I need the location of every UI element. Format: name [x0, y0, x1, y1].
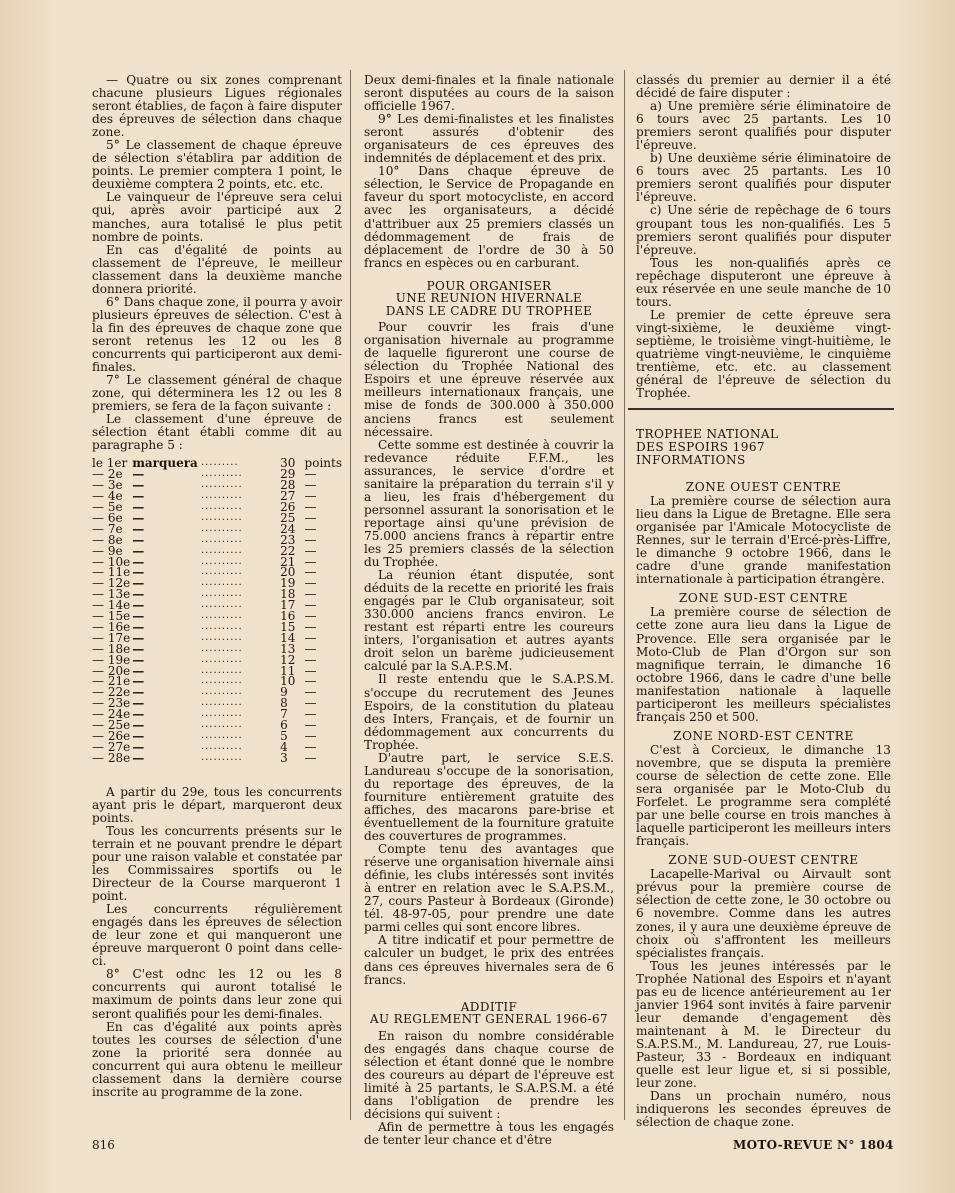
- points-cell: 3: [280, 750, 288, 765]
- paragraph: La réunion étant disputée, sont déduits de la recette en priorité les frais engagés par le Club organisateur, soit 330.000 anciens francs environ. Le restant est réparti entre les coureurs inters, l'organisation et autres ayants droit selon un barème judicieusement calculé par la S.A.P.S.M.: [364, 568, 614, 674]
- ditto-cell: —: [304, 707, 317, 722]
- rank-cell: — 10e: [92, 554, 131, 569]
- dots-cell: ..........: [200, 664, 243, 676]
- paragraph: 10° Dans chaque épreuve de sélection, le Service de Propagande en faveur du sport motocycliste, en accord avec les organisateurs, a décidé d'attribuer aux 25 premiers classés un dédommagement de frais de déplacement de l'ordre de 30 à 50 francs en espèces ou en carburant.: [364, 164, 614, 270]
- rank-cell: le 1er: [92, 456, 128, 471]
- paragraph: C'est à Corcieux, le dimanche 13 novembre, que se disputa la première course de sélection de cette zone. Elle sera organisée par le Moto-Club du Forfelet. Le programme sera complété par une belle course en trois manches à laquelle participeront les meilleurs inters français.: [636, 742, 891, 849]
- rank-cell: — 13e: [92, 587, 131, 602]
- paragraph: c) Une série de repêchage de 6 tours groupant tous les non-qualifiés. Les 5 premiers seront qualifiés pour disputer l'épreuve.: [636, 203, 891, 257]
- ditto-cell: —: [132, 598, 145, 613]
- zone-title: ZONE SUD-EST CENTRE: [678, 591, 849, 606]
- column-1: [92, 74, 342, 1099]
- rank-cell: — 15e: [92, 609, 131, 624]
- rank-cell: — 3e: [92, 478, 123, 493]
- column-2-text-middle: [364, 321, 614, 986]
- section-title-line: DANS LE CADRE DU TROPHEE: [385, 303, 593, 318]
- ditto-cell: —: [132, 510, 145, 525]
- column-1-text-bottom: [92, 786, 342, 1099]
- dots-cell: ..........: [200, 555, 243, 567]
- ditto-cell: —: [304, 663, 317, 678]
- rank-cell: — 5e: [92, 499, 123, 514]
- rank-cell: — 19e: [92, 652, 131, 667]
- label-cell: marquera: [132, 456, 198, 471]
- points-cell: 19: [280, 576, 296, 591]
- zones-list: [636, 481, 891, 1129]
- unit-cell: points: [304, 456, 342, 471]
- ditto-cell: —: [132, 707, 145, 722]
- ditto-cell: —: [132, 674, 145, 689]
- dots-cell: ..........: [200, 468, 243, 480]
- paragraph: D'autre part, le service S.E.S. Landureau s'occupe de la sonorisation, du reportage des épreuves, de la fourniture entièrement gratuite des affiches, des macarons pare-brise et éventuellement de la fourniture gratuite des couvertures de programmes.: [364, 750, 614, 844]
- ditto-cell: —: [304, 739, 317, 754]
- dots-cell: ..........: [200, 642, 243, 654]
- points-cell: 16: [280, 609, 296, 624]
- ditto-cell: —: [304, 499, 317, 514]
- rank-cell: — 20e: [92, 663, 131, 678]
- column-3-text-top: [636, 74, 891, 400]
- paragraph: Dans un prochain numéro, nous indiquerons les secondes épreuves de sélection de chaque zone.: [636, 1089, 891, 1130]
- ditto-cell: —: [132, 652, 145, 667]
- paragraph: Tous les concurrents présents sur le terrain et ne pouvant prendre le départ pour une raison valable et constatée par les Commissaires sportifs ou le Directeur de la Course marqueront 1 point.: [92, 823, 342, 904]
- paragraph: A partir du 29e, tous les concurrents ayant pris le départ, marqueront deux points.: [92, 784, 342, 825]
- points-cell: 13: [280, 641, 296, 656]
- points-cell: 29: [280, 467, 296, 482]
- rank-cell: — 16e: [92, 619, 131, 634]
- paragraph: Le vainqueur de l'épreuve sera celui qui, après avoir participé aux 2 manches, aura totalisé le plus petit nombre de points.: [92, 190, 342, 244]
- section-title-line: POUR ORGANISER: [426, 278, 552, 293]
- paragraph: Le premier de cette épreuve sera vingt-sixième, le deuxième vingt-septième, le troisième vingt-huitième, le quatrième vingt-neuvième, le cinquième trentième, etc. etc. au classement général de l'épreuve de sélection du Trophée.: [636, 307, 891, 401]
- ditto-cell: —: [304, 554, 317, 569]
- ditto-cell: —: [304, 609, 317, 624]
- points-cell: 10: [280, 674, 296, 689]
- paragraph: En raison du nombre considérable des engagés dans chaque course de sélection et étant donné que le nombre des coureurs au départ de l'épreuve est limité à 25 partants, le S.A.P.S.M. a été dans l'obligation de prendre les décisions qui suivent :: [364, 1028, 614, 1121]
- rank-cell: — 23e: [92, 696, 131, 711]
- paragraph: Tous les jeunes intéressés par le Trophée National des Espoirs et n'ayant pas eu de licence antérieurement au 1er janvier 1964 sont invités à faire parvenir leur demande d'engagement dès maintenant à M. le Directeur du S.A.P.S.M., M. Landureau, 27, rue Louis-Pasteur, 33 - Bordeaux en indiquant quelle est leur ligue et, si si possible, leur zone.: [636, 958, 891, 1091]
- rank-cell: — 11e: [92, 565, 131, 580]
- ditto-cell: —: [304, 674, 317, 689]
- dots-cell: ..........: [200, 740, 243, 752]
- points-cell: 11: [280, 663, 296, 678]
- informations-title: [636, 428, 891, 467]
- rank-cell: — 12e: [92, 576, 131, 591]
- points-cell: 7: [280, 707, 288, 722]
- ditto-cell: —: [132, 565, 145, 580]
- section-title-line: UNE REUNION HIVERNALE: [395, 291, 583, 306]
- ditto-cell: —: [132, 641, 145, 656]
- ditto-cell: —: [132, 685, 145, 700]
- ditto-cell: —: [132, 663, 145, 678]
- zone-title: ZONE NORD-EST CENTRE: [673, 728, 854, 743]
- points-cell: 18: [280, 587, 296, 602]
- dots-cell: ..........: [200, 490, 243, 502]
- ditto-cell: —: [132, 718, 145, 733]
- ditto-cell: —: [304, 619, 317, 634]
- dots-cell: ..........: [200, 522, 243, 534]
- section-title-line: AU REGLEMENT GENERAL 1966-67: [369, 1012, 609, 1027]
- points-cell: 21: [280, 554, 296, 569]
- ditto-cell: —: [304, 652, 317, 667]
- paragraph: classés du premier au dernier il a été décidé de faire disputer :: [636, 73, 891, 101]
- paragraph: 5° Le classement de chaque épreuve de sélection s'établira par addition de points. Le premier comptera 1 point, le deuxième comptera 2 points, etc. etc.: [92, 138, 342, 192]
- paragraph: Deux demi-finales et la finale nationale seront disputées au cours de la saison officielle 1967.: [364, 73, 614, 114]
- informations-title-line: DES ESPOIRS 1967: [636, 440, 766, 454]
- ditto-cell: —: [304, 696, 317, 711]
- dots-cell: ..........: [200, 511, 243, 523]
- paragraph: Pour couvrir les frais d'une organisation hivernale au programme de laquelle figureront une course de sélection du Trophée National des Espoirs et une épreuve réservée aux meilleurs internationaux français, une mise de fonds de 300.000 à 350.000 anciens francs est seulement nécessaire.: [364, 320, 614, 439]
- rank-cell: — 25e: [92, 718, 131, 733]
- paragraph: Afin de permettre à tous les engagés de tenter leur chance et d'être: [364, 1119, 614, 1147]
- ditto-cell: —: [132, 489, 145, 504]
- paragraph: b) Une deuxième série éliminatoire de 6 tours avec 25 partants. Les 10 premiers seront qualifiés pour disputer l'épreuve.: [636, 151, 891, 205]
- dots-cell: ..........: [200, 500, 243, 512]
- points-cell: 14: [280, 630, 296, 645]
- dots-cell: ..........: [200, 653, 243, 665]
- page-number: 816: [92, 1138, 115, 1152]
- points-cell: 6: [280, 718, 288, 733]
- section-title-reunion-hivernale: [364, 280, 614, 318]
- dots-cell: ..........: [200, 730, 243, 742]
- section-divider-rule: [628, 408, 894, 410]
- ditto-cell: —: [132, 467, 145, 482]
- magazine-issue: MOTO-REVUE N° 1804: [733, 1138, 894, 1152]
- paragraph: Le classement d'une épreuve de sélection étant établi comme dit au paragraphe 5 :: [92, 412, 342, 453]
- rank-cell: — 28e: [92, 750, 131, 765]
- paragraph: 8° C'est odnc les 12 ou les 8 concurrents qui auront totalisé le maximum de points dans leur zone qui seront qualifiés pour les demi-finales.: [92, 967, 342, 1021]
- rank-cell: — 7e: [92, 521, 123, 536]
- paragraph: En cas d'égalité de points au classement de l'épreuve, le meilleur classement dans la deuxième manche donnera priorité.: [92, 242, 342, 296]
- ditto-cell: —: [132, 750, 145, 765]
- rank-cell: — 14e: [92, 598, 131, 613]
- points-cell: 17: [280, 598, 296, 613]
- ditto-cell: —: [132, 576, 145, 591]
- points-cell: 27: [280, 489, 296, 504]
- points-cell: 24: [280, 521, 296, 536]
- column-1-text-top: [92, 74, 342, 452]
- paragraph: Les concurrents régulièrement engagés dans les épreuves de sélection de leur zone et qui manqueront une épreuve marqueront 0 point dans celle-ci.: [92, 902, 342, 969]
- rank-cell: — 2e: [92, 467, 123, 482]
- ditto-cell: —: [132, 619, 145, 634]
- ditto-cell: —: [132, 587, 145, 602]
- column-2-text-top: [364, 74, 614, 270]
- rank-cell: — 6e: [92, 510, 123, 525]
- ditto-cell: —: [132, 499, 145, 514]
- ditto-cell: —: [304, 750, 317, 765]
- dots-cell: ..........: [200, 697, 243, 709]
- dots-cell: ..........: [200, 719, 243, 731]
- paragraph: Cette somme est destinée à couvrir la redevance réduite F.F.M., les assurances, le service d'ordre et sanitaire la préparation du terrain s'il y a lieu, les frais d'hébergement du personnel assurant la sonorisation et le reportage ainsi qu'une prévision de 75.000 anciens francs à répartir entre les 25 premiers classés de la sélection du Trophée.: [364, 437, 614, 570]
- column-3: [636, 74, 891, 400]
- section-title-additif: [364, 1001, 614, 1026]
- ditto-cell: —: [132, 729, 145, 744]
- table-row: [92, 753, 342, 764]
- dots-cell: .........: [200, 457, 239, 469]
- ditto-cell: —: [132, 630, 145, 645]
- rank-cell: — 27e: [92, 739, 131, 754]
- rank-cell: — 21e: [92, 674, 131, 689]
- dots-cell: ..........: [200, 533, 243, 545]
- informations-title-line: INFORMATIONS: [636, 453, 746, 467]
- paragraph: Lacapelle-Marival ou Airvault sont prévus pour la première course de sélection de cette zone, le 30 octobre ou 6 novembre. Comme dans les autres zones, il y aura une deuxième épreuve de choix où s'affrontent les meilleurs spécialistes français.: [636, 867, 891, 960]
- ditto-cell: —: [132, 554, 145, 569]
- ditto-cell: —: [304, 598, 317, 613]
- rank-cell: — 9e: [92, 543, 123, 558]
- ditto-cell: —: [304, 510, 317, 525]
- ditto-cell: —: [132, 543, 145, 558]
- paragraph: La première course de sélection aura lieu dans la Ligue de Bretagne. Elle sera organisée par l'Amicale Motocycliste de Rennes, sur le terrain d'Ercé-près-Liffre, le dimanche 9 octobre 1966, dans le cadre d'une grande manifestation internationale à participation étrangère.: [636, 494, 891, 587]
- rank-cell: — 4e: [92, 489, 123, 504]
- paragraph: La première course de sélection de cette zone aura lieu dans la Ligue de Provence. Elle sera organisée par le Moto-Club de Plan d'Orgon sur son magnifique terrain, le dimanche 16 octobre 1966, dans le cadre d'une belle manifestation nationale à laquelle participeront les meilleurs spécialistes français 250 et 500.: [636, 605, 891, 724]
- dots-cell: ..........: [200, 599, 243, 611]
- ditto-cell: —: [304, 630, 317, 645]
- dots-cell: ..........: [200, 675, 243, 687]
- ditto-cell: —: [304, 576, 317, 591]
- zone-title: ZONE SUD-OUEST CENTRE: [668, 853, 859, 868]
- ditto-cell: —: [304, 489, 317, 504]
- points-cell: 8: [280, 696, 288, 711]
- points-cell: 23: [280, 532, 296, 547]
- section-title-line: ADDITIF: [460, 999, 518, 1014]
- paragraph: Compte tenu des avantages que réserve une organisation hivernale ainsi définie, les clubs intéressés sont invités à entrer en relation avec le S.A.P.S.M., 27, cours Pasteur à Bordeaux (Gironde) tél. 48-97-05, pour prendre une date parmi celles qui sont encore libres.: [364, 842, 614, 935]
- ditto-cell: —: [132, 478, 145, 493]
- rank-cell: — 8e: [92, 532, 123, 547]
- points-cell: 9: [280, 685, 288, 700]
- rank-cell: — 17e: [92, 630, 131, 645]
- dots-cell: ..........: [200, 686, 243, 698]
- points-cell: 22: [280, 543, 296, 558]
- ditto-cell: —: [304, 478, 317, 493]
- ditto-cell: —: [304, 565, 317, 580]
- points-cell: 4: [280, 739, 288, 754]
- dots-cell: ..........: [200, 544, 243, 556]
- paragraph: Tous les non-qualifiés après ce repêchage disputeront une épreuve à eux réservée en une seule manche de 10 tours.: [636, 255, 891, 309]
- dots-cell: ..........: [200, 588, 243, 600]
- ditto-cell: —: [304, 718, 317, 733]
- paragraph: A titre indicatif et pour permettre de calculer un budget, le prix des entrées dans ces épreuves hivernales sera de 6 francs.: [364, 933, 614, 987]
- column-2-text-bottom: [364, 1030, 614, 1147]
- ditto-cell: —: [304, 587, 317, 602]
- ditto-cell: —: [304, 641, 317, 656]
- ditto-cell: —: [132, 609, 145, 624]
- dots-cell: ..........: [200, 577, 243, 589]
- rank-cell: — 26e: [92, 729, 131, 744]
- rank-cell: — 24e: [92, 707, 131, 722]
- ditto-cell: —: [132, 696, 145, 711]
- zone-title: ZONE OUEST CENTRE: [685, 480, 842, 494]
- paragraph: a) Une première série éliminatoire de 6 tours avec 25 partants. Les 10 premiers seront qualifiés pour disputer l'épreuve.: [636, 99, 891, 153]
- column-2: [364, 74, 614, 1147]
- paragraph: 7° Le classement général de chaque zone, qui déterminera les 12 ou les 8 premiers, se fera de la façon suivante :: [92, 373, 342, 414]
- ditto-cell: —: [304, 543, 317, 558]
- rank-cell: — 22e: [92, 685, 131, 700]
- points-cell: 25: [280, 510, 296, 525]
- dots-cell: ..........: [200, 566, 243, 578]
- paragraph: Il reste entendu que le S.A.P.S.M. s'occupe du recrutement des Jeunes Espoirs, de la constitution du plateau des Inters, Français, et de fournir un dédommagement aux concurrents du Trophée.: [364, 672, 614, 752]
- rank-cell: — 18e: [92, 641, 131, 656]
- dots-cell: ..........: [200, 708, 243, 720]
- dots-cell: ..........: [200, 479, 243, 491]
- ditto-cell: —: [304, 685, 317, 700]
- points-cell: 15: [280, 619, 296, 634]
- points-cell: 5: [280, 729, 288, 744]
- column-divider-1: [350, 70, 351, 1120]
- dots-cell: ..........: [200, 610, 243, 622]
- points-cell: 30: [280, 456, 296, 471]
- ditto-cell: —: [132, 521, 145, 536]
- ditto-cell: —: [132, 532, 145, 547]
- paragraph: En cas d'égalité aux points après toutes les courses de sélection d'une zone la priorité sera donnée au concurrent qui aura obtenu le meilleur classement dans la dernière course inscrite au programme de la zone.: [92, 1019, 342, 1099]
- column-divider-2: [624, 70, 625, 1120]
- ditto-cell: —: [132, 739, 145, 754]
- ditto-cell: —: [304, 521, 317, 536]
- informations-title-line: TROPHEE NATIONAL: [636, 427, 779, 441]
- dots-cell: ..........: [200, 631, 243, 643]
- dots-cell: ..........: [200, 620, 243, 632]
- paragraph: — Quatre ou six zones comprenant chacune plusieurs Ligues régionales seront établies, de façon à faire disputer des épreuves de sélection dans chaque zone.: [92, 73, 342, 140]
- column-3-informations: [636, 428, 891, 1129]
- points-cell: 20: [280, 565, 296, 580]
- dots-cell: ..........: [200, 751, 243, 763]
- ditto-cell: —: [304, 729, 317, 744]
- points-cell: 26: [280, 499, 296, 514]
- points-cell: 12: [280, 652, 296, 667]
- points-table: [92, 458, 342, 763]
- paragraph: 9° Les demi-finalistes et les finalistes seront assurés d'obtenir des organisateurs de ces épreuves des indemnités de déplacement et des prix.: [364, 112, 614, 166]
- paragraph: 6° Dans chaque zone, il pourra y avoir plusieurs épreuves de sélection. C'est à la fin des épreuves de chaque zone que seront retenus les 12 ou les 8 concurrents qui participeront aux demi-finales.: [92, 294, 342, 375]
- ditto-cell: —: [304, 467, 317, 482]
- ditto-cell: —: [304, 532, 317, 547]
- points-cell: 28: [280, 478, 296, 493]
